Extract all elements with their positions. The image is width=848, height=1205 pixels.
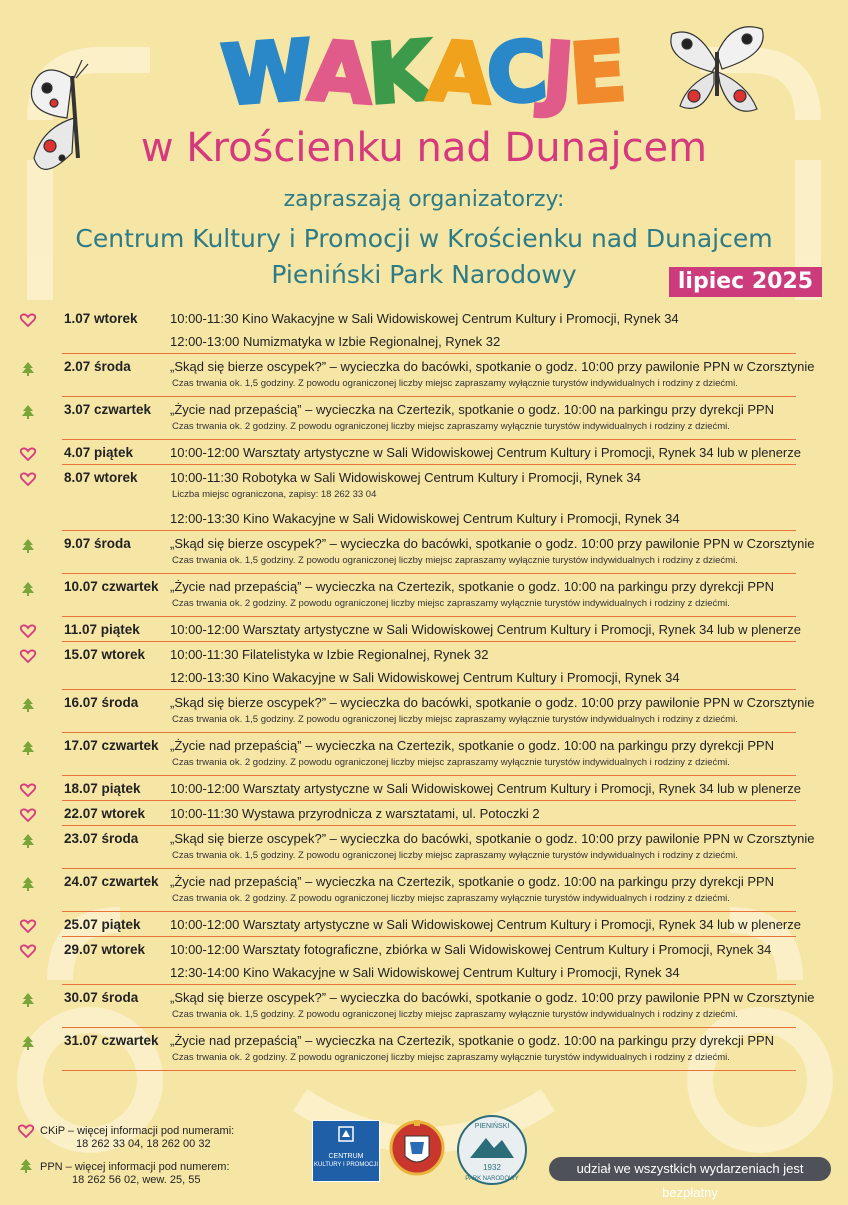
ppn-logo-year: 1932 <box>483 1163 501 1172</box>
heart-icon <box>20 624 36 638</box>
event-date: 17.07 czwartek <box>64 738 159 753</box>
event-text: „Skąd się bierze oscypek?” – wycieczka do bacówki, spotkanie o godz. 10:00 przy pawilonie PPN w Czorsztynie <box>170 359 815 374</box>
event-date: 31.07 czwartek <box>64 1033 159 1048</box>
tree-icon <box>20 697 36 711</box>
event-date: 10.07 czwartek <box>64 579 159 594</box>
event-text: 12:00-13:30 Kino Wakacyjne w Sali Widowiskowej Centrum Kultury i Promocji, Rynek 34 <box>170 670 680 685</box>
organizer-ppn: Pieniński Park Narodowy <box>271 260 577 289</box>
tree-icon <box>20 876 36 890</box>
event-note: Czas trwania ok. 2 godziny. Z powodu ograniczonej liczby miejsc zapraszamy wyłącznie turystów indywidualnych i rodziny z dziećmi. <box>172 598 730 609</box>
title-letter: J <box>540 25 578 122</box>
event-text: 12:00-13:00 Numizmatyka w Izbie Regionalnej, Rynek 32 <box>170 334 501 349</box>
event-date: 1.07 wtorek <box>64 311 138 326</box>
ppn-phones: 18 262 56 02, wew. 25, 55 <box>72 1174 201 1186</box>
event-date: 4.07 piątek <box>64 445 134 460</box>
event-text: 10:00-12:00 Warsztaty fotograficzne, zbiórka w Sali Widowiskowej Centrum Kultury i Promocji, Rynek 34 <box>170 942 772 957</box>
heart-icon <box>20 472 36 486</box>
free-entry-badge: udział we wszystkich wydarzeniach jest bezpłatny <box>549 1157 831 1181</box>
event-note: Liczba miejsc ograniczona, zapisy: 18 262 33 04 <box>172 489 377 500</box>
row-separator <box>62 775 796 776</box>
row-separator <box>62 689 796 690</box>
event-date: 22.07 wtorek <box>64 806 146 821</box>
event-note: Czas trwania ok. 2 godziny. Z powodu ograniczonej liczby miejsc zapraszamy wyłącznie turystów indywidualnych i rodziny z dziećmi. <box>172 1052 730 1063</box>
coat-of-arms-logo <box>388 1112 446 1182</box>
heart-icon <box>20 447 36 461</box>
ckip-phones: 18 262 33 04, 18 262 00 32 <box>76 1138 211 1150</box>
event-text: „Skąd się bierze oscypek?” – wycieczka do bacówki, spotkanie o godz. 10:00 przy pawilonie PPN w Czorsztynie <box>170 831 815 846</box>
event-text: „Skąd się bierze oscypek?” – wycieczka do bacówki, spotkanie o godz. 10:00 przy pawilonie PPN w Czorsztynie <box>170 695 815 710</box>
event-text: „Życie nad przepaścią” – wycieczka na Czertezik, spotkanie o godz. 10:00 na parkingu przy dyrekcji PPN <box>170 738 775 753</box>
title-letter: A <box>424 23 495 124</box>
event-date: 9.07 środa <box>64 536 131 551</box>
tree-icon <box>20 992 36 1006</box>
row-separator <box>62 396 796 397</box>
event-text: 10:00-12:00 Warsztaty artystyczne w Sali Widowiskowej Centrum Kultury i Promocji, Rynek 34 lub w plenerze <box>170 781 801 796</box>
tree-icon <box>20 581 36 595</box>
row-separator <box>62 825 796 826</box>
event-text: 10:00-12:00 Warsztaty artystyczne w Sali Widowiskowej Centrum Kultury i Promocji, Rynek 34 lub w plenerze <box>170 445 801 460</box>
tree-icon <box>20 1035 36 1049</box>
event-text: 10:00-12:00 Warsztaty artystyczne w Sali Widowiskowej Centrum Kultury i Promocji, Rynek 34 lub w plenerze <box>170 917 801 932</box>
event-note: Czas trwania ok. 1,5 godziny. Z powodu ograniczonej liczby miejsc zapraszamy wyłącznie turystów indywidualnych i rodziny z dziećmi. <box>172 714 738 725</box>
heart-icon <box>20 919 36 933</box>
row-separator <box>62 868 796 869</box>
ppn-info-label: PPN – więcej informacji pod numerem: <box>40 1161 230 1173</box>
title-letter: C <box>483 24 551 123</box>
event-date: 24.07 czwartek <box>64 874 159 889</box>
ckip-logo-line2: KULTURY I PROMOCJI <box>313 1162 378 1168</box>
heart-icon <box>20 313 36 327</box>
row-separator <box>62 616 796 617</box>
heart-icon <box>20 649 36 663</box>
event-text: 12:30-14:00 Kino Wakacyjne w Sali Widowiskowej Centrum Kultury i Promocji, Rynek 34 <box>170 965 680 980</box>
event-note: Czas trwania ok. 1,5 godziny. Z powodu ograniczonej liczby miejsc zapraszamy wyłącznie turystów indywidualnych i rodziny z dziećmi. <box>172 555 738 566</box>
row-separator <box>62 800 796 801</box>
row-separator <box>62 464 796 465</box>
event-text: „Życie nad przepaścią” – wycieczka na Czertezik, spotkanie o godz. 10:00 na parkingu przy dyrekcji PPN <box>170 579 775 594</box>
event-text: „Skąd się bierze oscypek?” – wycieczka do bacówki, spotkanie o godz. 10:00 przy pawilonie PPN w Czorsztynie <box>170 536 815 551</box>
event-date: 8.07 wtorek <box>64 470 138 485</box>
event-note: Czas trwania ok. 1,5 godziny. Z powodu ograniczonej liczby miejsc zapraszamy wyłącznie turystów indywidualnych i rodziny z dziećmi. <box>172 850 738 861</box>
row-separator <box>62 936 796 937</box>
event-note: Czas trwania ok. 2 godziny. Z powodu ograniczonej liczby miejsc zapraszamy wyłącznie turystów indywidualnych i rodziny z dziećmi. <box>172 893 730 904</box>
event-date: 30.07 środa <box>64 990 139 1005</box>
page-title <box>0 22 848 125</box>
event-text: 10:00-11:30 Kino Wakacyjne w Sali Widowiskowej Centrum Kultury i Promocji, Rynek 34 <box>170 311 679 326</box>
event-text: 10:00-11:30 Robotyka w Sali Widowiskowej Centrum Kultury i Promocji, Rynek 34 <box>170 470 641 485</box>
ckip-logo-emblem-icon <box>313 1121 379 1147</box>
event-date: 23.07 środa <box>64 831 139 846</box>
event-date: 3.07 czwartek <box>64 402 152 417</box>
tree-icon <box>20 361 36 375</box>
organizer-ckip: Centrum Kultury i Promocji w Krościenku nad Dunajcem <box>75 224 773 253</box>
title-letter: K <box>364 23 435 124</box>
event-text: 10:00-11:30 Wystawa przyrodnicza z warsztatami, ul. Potoczki 2 <box>170 806 540 821</box>
tree-icon <box>20 404 36 418</box>
event-date: 11.07 piątek <box>64 622 140 637</box>
row-separator <box>62 732 796 733</box>
ppn-logo-top: PIENIŃSKI <box>474 1123 510 1130</box>
tree-icon <box>20 740 36 754</box>
event-text: „Życie nad przepaścią” – wycieczka na Czertezik, spotkanie o godz. 10:00 na parkingu przy dyrekcji PPN <box>170 1033 775 1048</box>
ckip-logo <box>312 1120 380 1182</box>
ckip-logo-line1: CENTRUM <box>328 1153 364 1160</box>
title-letter: W <box>218 22 316 125</box>
row-separator <box>62 911 796 912</box>
title-letter: A <box>305 23 376 124</box>
event-text: „Życie nad przepaścią” – wycieczka na Czertezik, spotkanie o godz. 10:00 na parkingu przy dyrekcji PPN <box>170 402 775 417</box>
row-separator <box>62 439 796 440</box>
heart-icon <box>20 783 36 797</box>
title-letter: E <box>566 24 630 123</box>
row-separator <box>62 1070 796 1071</box>
event-note: Czas trwania ok. 2 godziny. Z powodu ograniczonej liczby miejsc zapraszamy wyłącznie turystów indywidualnych i rodziny z dziećmi. <box>172 421 730 432</box>
event-text: 10:00-11:30 Filatelistyka w Izbie Regionalnej, Rynek 32 <box>170 647 489 662</box>
row-separator <box>62 353 796 354</box>
ppn-logo <box>456 1114 528 1186</box>
tree-icon <box>20 833 36 847</box>
ckip-info-label: CKiP – więcej informacji pod numerami: <box>40 1125 235 1137</box>
row-separator <box>62 1027 796 1028</box>
event-text: „Życie nad przepaścią” – wycieczka na Czertezik, spotkanie o godz. 10:00 na parkingu przy dyrekcji PPN <box>170 874 775 889</box>
month-badge: lipiec 2025 <box>669 267 822 297</box>
row-separator <box>62 984 796 985</box>
event-date: 18.07 piątek <box>64 781 141 796</box>
heart-icon <box>20 808 36 822</box>
event-note: Czas trwania ok. 1,5 godziny. Z powodu ograniczonej liczby miejsc zapraszamy wyłącznie turystów indywidualnych i rodziny z dziećmi. <box>172 378 738 389</box>
event-note: Czas trwania ok. 2 godziny. Z powodu ograniczonej liczby miejsc zapraszamy wyłącznie turystów indywidualnych i rodziny z dziećmi. <box>172 757 730 768</box>
event-note: Czas trwania ok. 1,5 godziny. Z powodu ograniczonej liczby miejsc zapraszamy wyłącznie turystów indywidualnych i rodziny z dziećmi. <box>172 1009 738 1020</box>
event-text: „Skąd się bierze oscypek?” – wycieczka do bacówki, spotkanie o godz. 10:00 przy pawilonie PPN w Czorsztynie <box>170 990 815 1005</box>
heart-icon <box>20 944 36 958</box>
tree-icon <box>18 1158 34 1174</box>
event-text: 10:00-12:00 Warsztaty artystyczne w Sali Widowiskowej Centrum Kultury i Promocji, Rynek 34 lub w plenerze <box>170 622 801 637</box>
event-date: 16.07 środa <box>64 695 139 710</box>
subtitle: w Krościenku nad Dunajcem <box>140 125 708 171</box>
event-date: 2.07 środa <box>64 359 131 374</box>
organizers-intro: zapraszają organizatorzy: <box>283 187 565 212</box>
event-text: 12:00-13:30 Kino Wakacyjne w Sali Widowiskowej Centrum Kultury i Promocji, Rynek 34 <box>170 511 680 526</box>
row-separator <box>62 530 796 531</box>
event-date: 25.07 piątek <box>64 917 141 932</box>
tree-icon <box>20 538 36 552</box>
row-separator <box>62 641 796 642</box>
row-separator <box>62 573 796 574</box>
event-date: 15.07 wtorek <box>64 647 146 662</box>
event-date: 29.07 wtorek <box>64 942 146 957</box>
heart-icon <box>18 1124 34 1138</box>
ppn-logo-bottom: PARK NARODOWY <box>465 1176 519 1182</box>
